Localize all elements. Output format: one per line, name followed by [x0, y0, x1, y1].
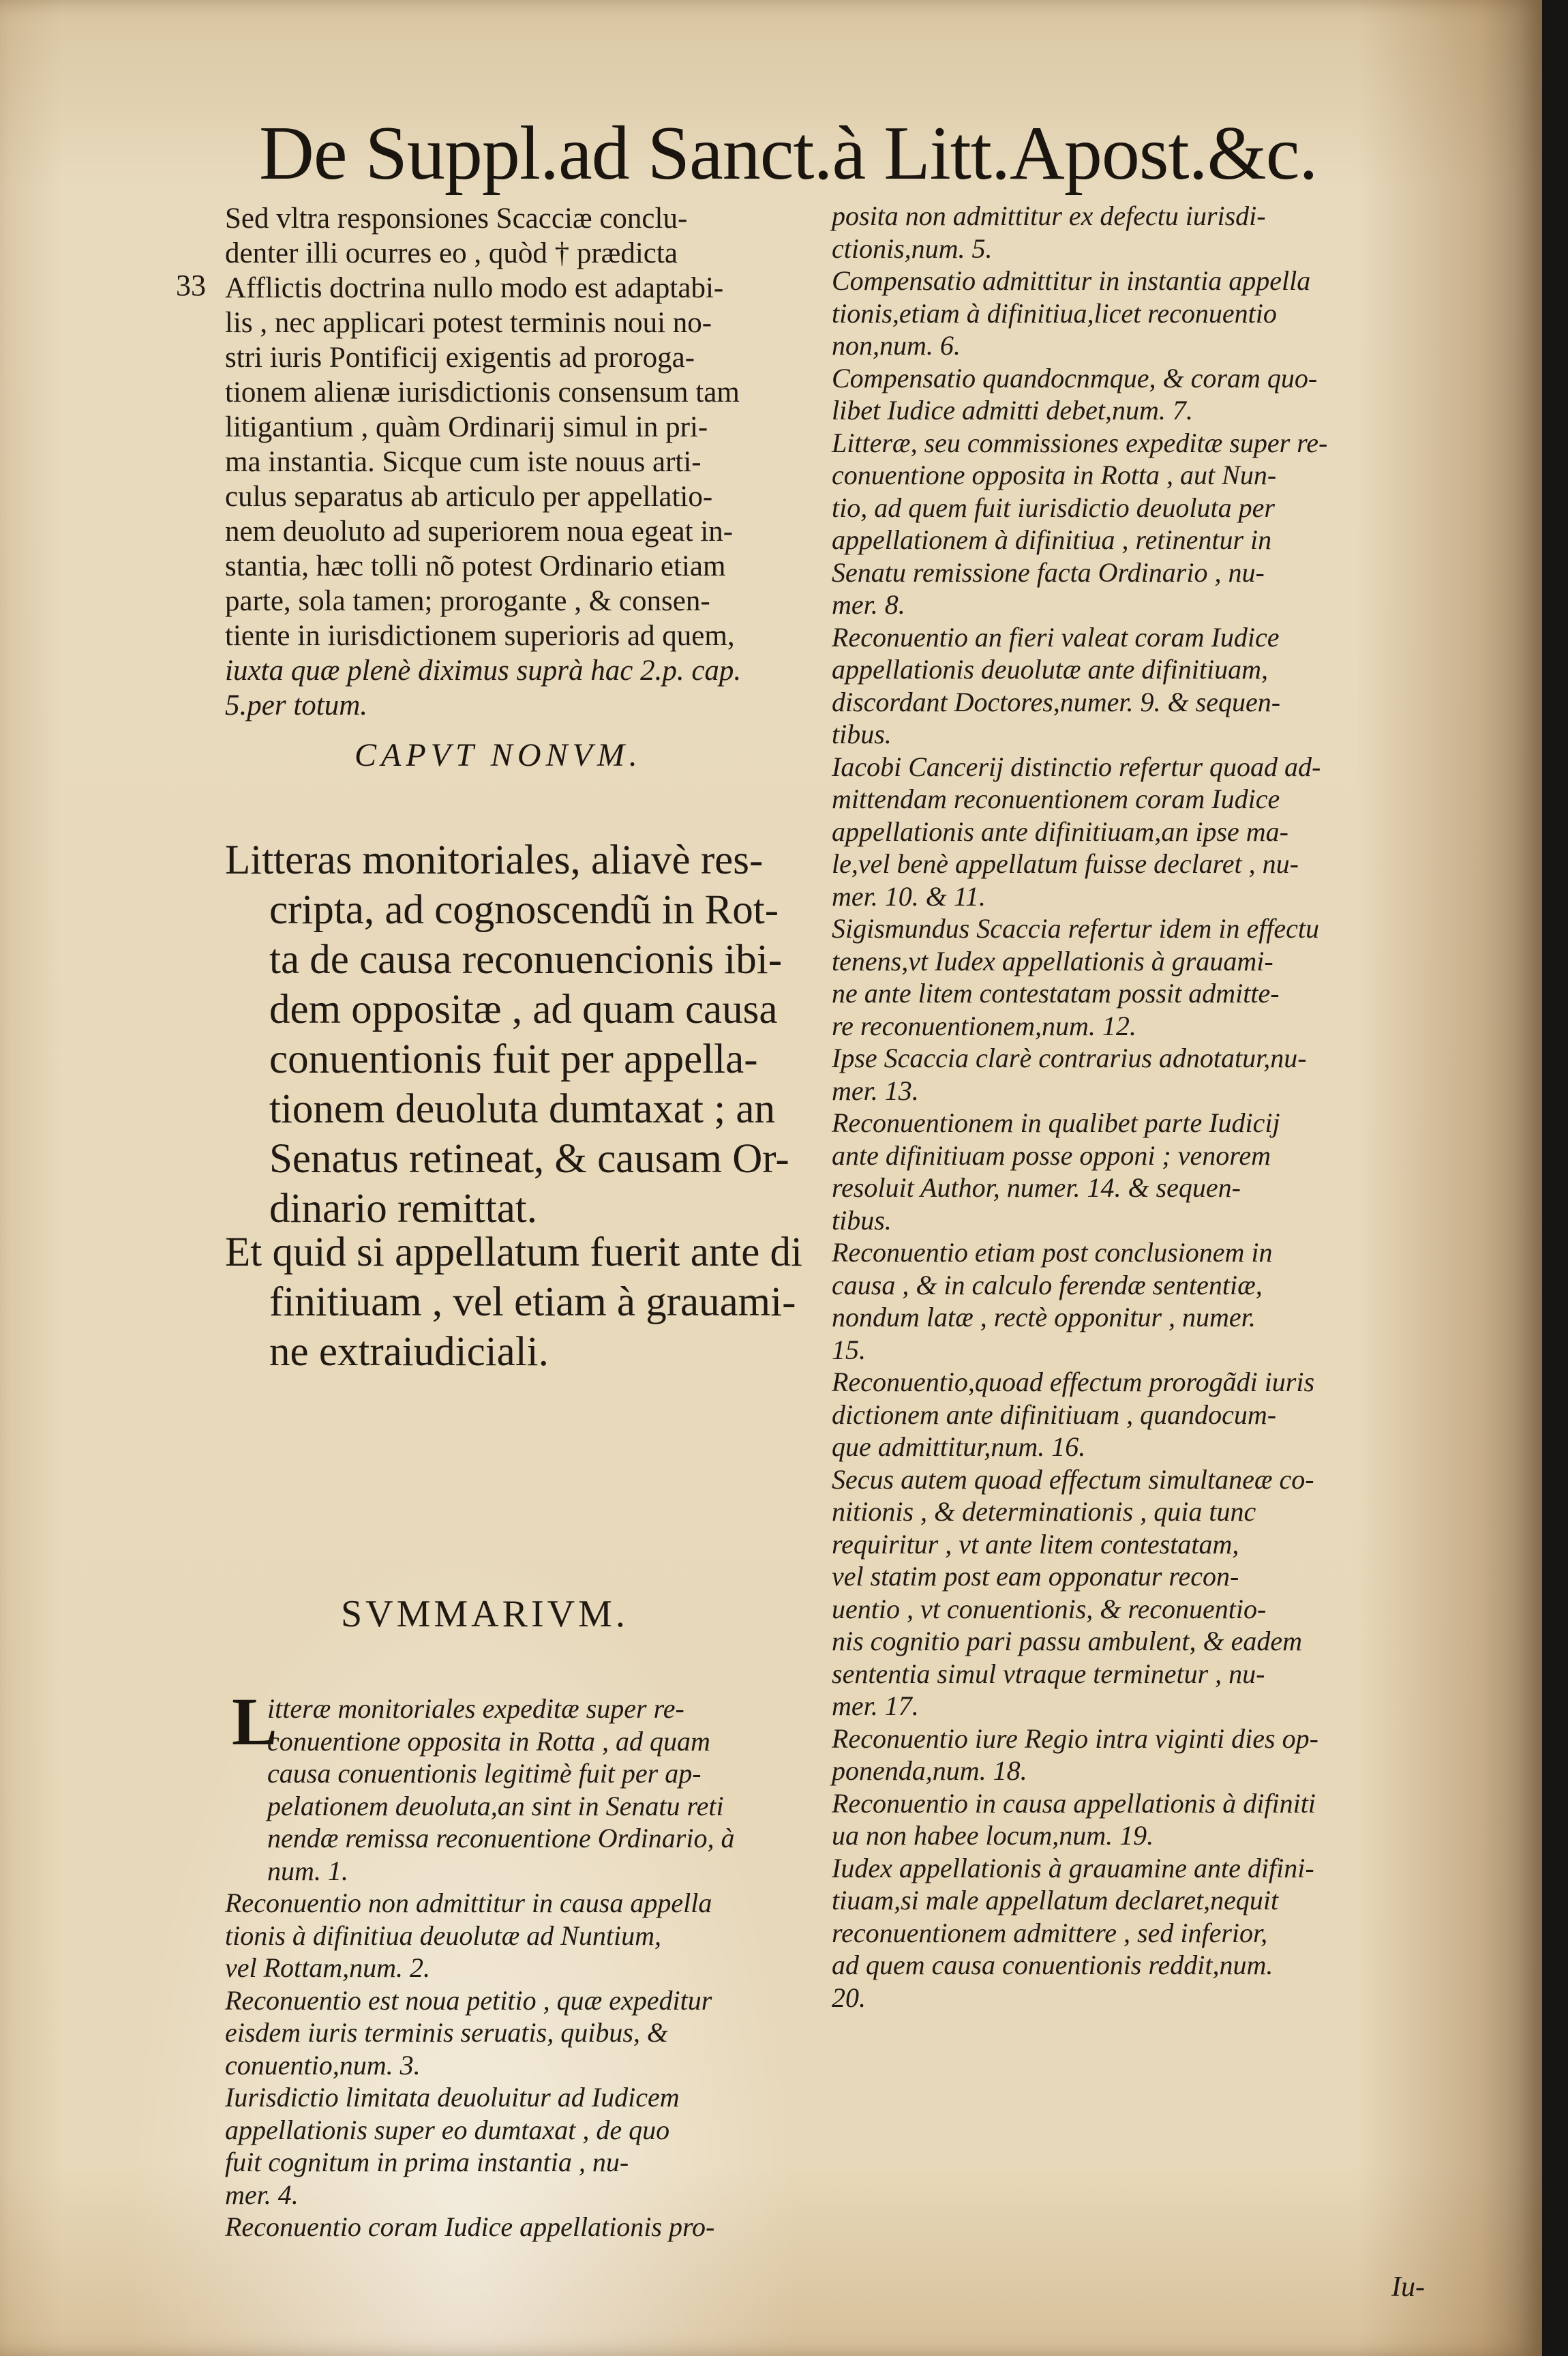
- summary-line: vel statim post eam opponatur recon-: [832, 1561, 1239, 1592]
- chapter-title-line: conuentionis fuit per appella-: [269, 1037, 758, 1082]
- chapter-subtitle-line: ne extraiudiciali.: [269, 1329, 549, 1375]
- summary-line: nendæ remissa reconuentione Ordinario, à: [267, 1823, 735, 1853]
- summary-list-left: [225, 1684, 811, 2243]
- paragraph-line: nem deuoluto ad superiorem noua egeat in-: [225, 516, 734, 548]
- summary-line: libet Iudice admitti debet,num. 7.: [832, 395, 1193, 426]
- summary-line: tiuam,si male appellatum declaret,nequit: [832, 1885, 1279, 1915]
- summary-entry: [225, 1984, 811, 2082]
- summary-line: posita non admittitur ex defectu iurisdi-: [832, 200, 1266, 231]
- summary-entry: [832, 1236, 1425, 1366]
- paragraph-line: litigantium , quàm Ordinarij simul in pri-: [225, 411, 708, 443]
- chapter-title-line: dinario remittat.: [269, 1186, 537, 1232]
- chapter-title: [225, 835, 825, 1234]
- margin-number: 33: [176, 269, 206, 302]
- summary-line: sententia simul vtraque terminetur , nu-: [832, 1658, 1265, 1689]
- chapter-title-line: Senatus retineat, & causam Or-: [269, 1136, 789, 1182]
- left-column: [176, 201, 811, 2242]
- paragraph-line: stri iuris Pontificij exigentis ad proroga-: [225, 342, 695, 374]
- drop-cap: L: [232, 1684, 277, 1759]
- paragraph-line: Afflictis doctrina nullo modo est adaptabi-: [225, 272, 724, 304]
- paragraph-line: ma instantia. Sicque cum iste nouus arti-: [225, 446, 702, 478]
- chapter-title-line: cripta, ad cognoscendũ in Rot-: [269, 887, 779, 933]
- summary-line: causa , & in calculo ferendæ sententiæ,: [832, 1269, 1263, 1300]
- summary-line: ne ante litem contestatam possit admitte-: [832, 978, 1280, 1009]
- summary-line: Reconuentio in causa appellationis à difiniti: [832, 1787, 1316, 1819]
- summary-line: Reconuentio non admittitur in causa appella: [225, 1888, 712, 1918]
- summary-line: mer. 13.: [832, 1075, 919, 1106]
- chapter-title-line: dem oppositæ , ad quam causa: [269, 987, 778, 1032]
- body-paragraph: [225, 201, 811, 723]
- summary-entry: [832, 1852, 1425, 2014]
- summary-line: Reconuentio etiam post conclusionem in: [832, 1237, 1273, 1268]
- summary-line: mer. 10. & 11.: [832, 880, 986, 912]
- summary-line: Ipse Scaccia clarè contrarius adnotatur,nu-: [832, 1043, 1307, 1073]
- summary-line: requiritur , vt ante litem contestatam,: [832, 1528, 1239, 1560]
- summary-line: Reconuentio iure Regio intra viginti dies op-: [832, 1723, 1318, 1754]
- summary-entry: [225, 2081, 811, 2211]
- summary-line: mittendam reconuentionem coram Iudice: [832, 784, 1280, 814]
- summary-line: Litteræ, seu commissiones expeditæ super re-: [832, 427, 1328, 458]
- summary-line: appellationis ante difinitiuam,an ipse ma-: [832, 816, 1288, 847]
- summary-line: appellationis deuolutæ ante difinitiuam,: [832, 654, 1268, 685]
- summary-line: Reconuentio an fieri valeat coram Iudice: [832, 621, 1280, 653]
- summary-list-right: [832, 200, 1425, 2014]
- paragraph-line: tiente in iurisdictionem superioris ad quem,: [225, 620, 735, 652]
- summary-line: ante difinitiuam posse opponi ; venorem: [832, 1139, 1271, 1171]
- summary-line: num. 1.: [267, 1855, 348, 1886]
- summary-line: Iurisdictio limitata deuoluitur ad Iudicem: [225, 2082, 680, 2113]
- paragraph-line: culus separatus ab articulo per appellatio-: [225, 481, 713, 513]
- summary-line: itteræ monitoriales expeditæ super re-: [267, 1693, 684, 1724]
- summary-line: Reconuentio,quoad effectum prorogãdi iuris: [832, 1367, 1315, 1397]
- summary-line: Secus autem quoad effectum simultaneæ co-: [832, 1463, 1314, 1495]
- summary-line: nondum latæ , rectè opponitur , numer.: [832, 1302, 1256, 1332]
- chapter-title-line: ta de causa reconuencionis ibi-: [269, 937, 783, 983]
- summary-entry: [832, 362, 1425, 427]
- summary-line: appellationem à difinitiua , retinentur in: [832, 524, 1272, 555]
- summary-line: Compensatio admittitur in instantia appella: [832, 265, 1311, 296]
- summary-line: Iudex appellationis à grauamine ante difini-: [832, 1852, 1314, 1883]
- summary-line: nitionis , & determinationis , quia tunc: [832, 1496, 1256, 1527]
- summary-line: uentio , vt conuentionis, & reconuentio-: [832, 1593, 1267, 1624]
- summary-line: le,vel benè appellatum fuisse declaret , nu-: [832, 848, 1299, 879]
- summary-line: Reconuentio est noua petitio , quæ expeditur: [225, 1984, 712, 2016]
- paragraph-line: tionem alienæ iurisdictionis consensum tam: [225, 376, 740, 408]
- summary-line: tio, ad quem fuit iurisdictio deuoluta per: [832, 492, 1275, 523]
- summary-line: Senatu remissione facta Ordinario , nu-: [832, 556, 1265, 588]
- summary-line: tionis,etiam à difinitiua,licet reconuentio: [832, 297, 1277, 329]
- chapter-title-line: tionem deuoluta dumtaxat ; an: [269, 1086, 775, 1132]
- paragraph-line: denter illi ocurres eo , quòd † prædicta: [225, 237, 678, 269]
- summary-line: tenens,vt Iudex appellationis à grauami-: [832, 945, 1273, 976]
- summary-line: fuit cognitum in prima instantia , nu-: [225, 2147, 629, 2177]
- catchword: Iu-: [1391, 2271, 1425, 2303]
- summary-line: eisdem iuris terminis seruatis, quibus, &: [225, 2017, 669, 2048]
- chapter-subtitle: [225, 1227, 825, 1377]
- chapter-subtitle-line: Et quid si appellatum fuerit ante di: [225, 1229, 803, 1275]
- summary-line: conuentione opposita in Rotta , ad quam: [267, 1725, 710, 1757]
- summary-line: pelationem deuoluta,an sint in Senatu reti: [267, 1790, 724, 1821]
- summary-line: mer. 8.: [832, 589, 905, 620]
- summary-entry: [225, 2211, 811, 2243]
- summary-line: ponenda,num. 18.: [832, 1755, 1027, 1786]
- summary-entry: [832, 1042, 1425, 1107]
- summary-line: tibus.: [832, 1204, 892, 1236]
- summary-line: ad quem causa conuentionis reddit,num.: [832, 1950, 1273, 1980]
- summary-line: causa conuentionis legitimè fuit per ap-: [267, 1758, 702, 1789]
- summary-line: 20.: [832, 1982, 866, 2013]
- summary-entry: [832, 912, 1425, 1042]
- summary-line: ua non habee locum,num. 19.: [832, 1820, 1154, 1851]
- chapter-subtitle-line: finitiuam , vel etiam à grauami-: [269, 1279, 796, 1325]
- summary-line: Reconuentionem in qualibet parte Iudicij: [832, 1107, 1280, 1138]
- summary-entry: [832, 621, 1425, 751]
- summary-entry: [832, 265, 1425, 362]
- summary-entry: [832, 1107, 1425, 1236]
- summary-line: Reconuentio coram Iudice appellationis pro-: [225, 2211, 715, 2242]
- summary-entry: [832, 751, 1425, 913]
- summary-line: reconuentionem admittere , sed inferior,: [832, 1917, 1268, 1948]
- summary-line: tionis à difinitiua deuolutæ ad Nuntium,: [225, 1920, 662, 1951]
- summary-line: conuentione opposita in Rotta , aut Nun-: [832, 460, 1277, 490]
- summary-entry: [832, 1366, 1425, 1463]
- summary-line: Compensatio quandocnmque, & coram quo-: [832, 362, 1318, 393]
- summary-line: Sigismundus Scaccia refertur idem in effectu: [832, 913, 1320, 944]
- summary-entry: [832, 1787, 1425, 1852]
- summary-line: appellationis super eo dumtaxat , de quo: [225, 2114, 670, 2145]
- summary-line: conuentio,num. 3.: [225, 2049, 421, 2081]
- paragraph-line: stantia, hæc tolli nõ potest Ordinario etiam: [225, 550, 726, 582]
- summary-entry: [225, 1684, 811, 1887]
- summary-line: tibus.: [832, 719, 892, 749]
- summary-line: ctionis,num. 5.: [832, 233, 993, 264]
- summary-line: Iacobi Cancerij distinctio refertur quoad ad-: [832, 751, 1321, 782]
- summary-entry: [832, 427, 1425, 621]
- summary-entry: [225, 1887, 811, 1984]
- summary-line: nis cognitio pari passu ambulent, & eadem: [832, 1626, 1302, 1656]
- paragraph-line: 5.per totum.: [225, 689, 368, 721]
- summary-line: mer. 4.: [225, 2179, 299, 2210]
- paragraph-line: lis , nec applicari potest terminis noui no-: [225, 307, 712, 339]
- summary-line: vel Rottam,num. 2.: [225, 1952, 431, 1983]
- summary-line: non,num. 6.: [832, 330, 961, 361]
- paragraph-line: Sed vltra responsiones Scacciæ conclu-: [225, 203, 688, 235]
- summary-entry: [832, 1723, 1425, 1787]
- paragraph-line: parte, sola tamen; prorogante , & consen-: [225, 585, 710, 617]
- running-head: De Suppl.ad Sanct.à Litt.Apost.&c.: [259, 111, 1318, 196]
- summary-line: que admittitur,num. 16.: [832, 1431, 1086, 1462]
- summary-line: dictionem ante difinitiuam , quandocum-: [832, 1399, 1277, 1430]
- paragraph-line: iuxta quæ plenè diximus suprà hac 2.p. cap.: [225, 655, 742, 687]
- summary-line: re reconuentionem,num. 12.: [832, 1010, 1136, 1041]
- summary-entry: [832, 1463, 1425, 1723]
- chapter-heading: CAPVT NONVM.: [355, 737, 642, 773]
- summary-line: mer. 17.: [832, 1690, 919, 1721]
- summary-entry: [832, 200, 1425, 265]
- summarium-heading: SVMMARIVM.: [341, 1593, 629, 1635]
- summary-line: 15.: [832, 1334, 866, 1365]
- summary-line: resoluit Author, numer. 14. & sequen-: [832, 1172, 1241, 1203]
- chapter-title-line: Litteras monitoriales, aliavè res-: [225, 837, 764, 883]
- summary-line: discordant Doctores,numer. 9. & sequen-: [832, 686, 1281, 717]
